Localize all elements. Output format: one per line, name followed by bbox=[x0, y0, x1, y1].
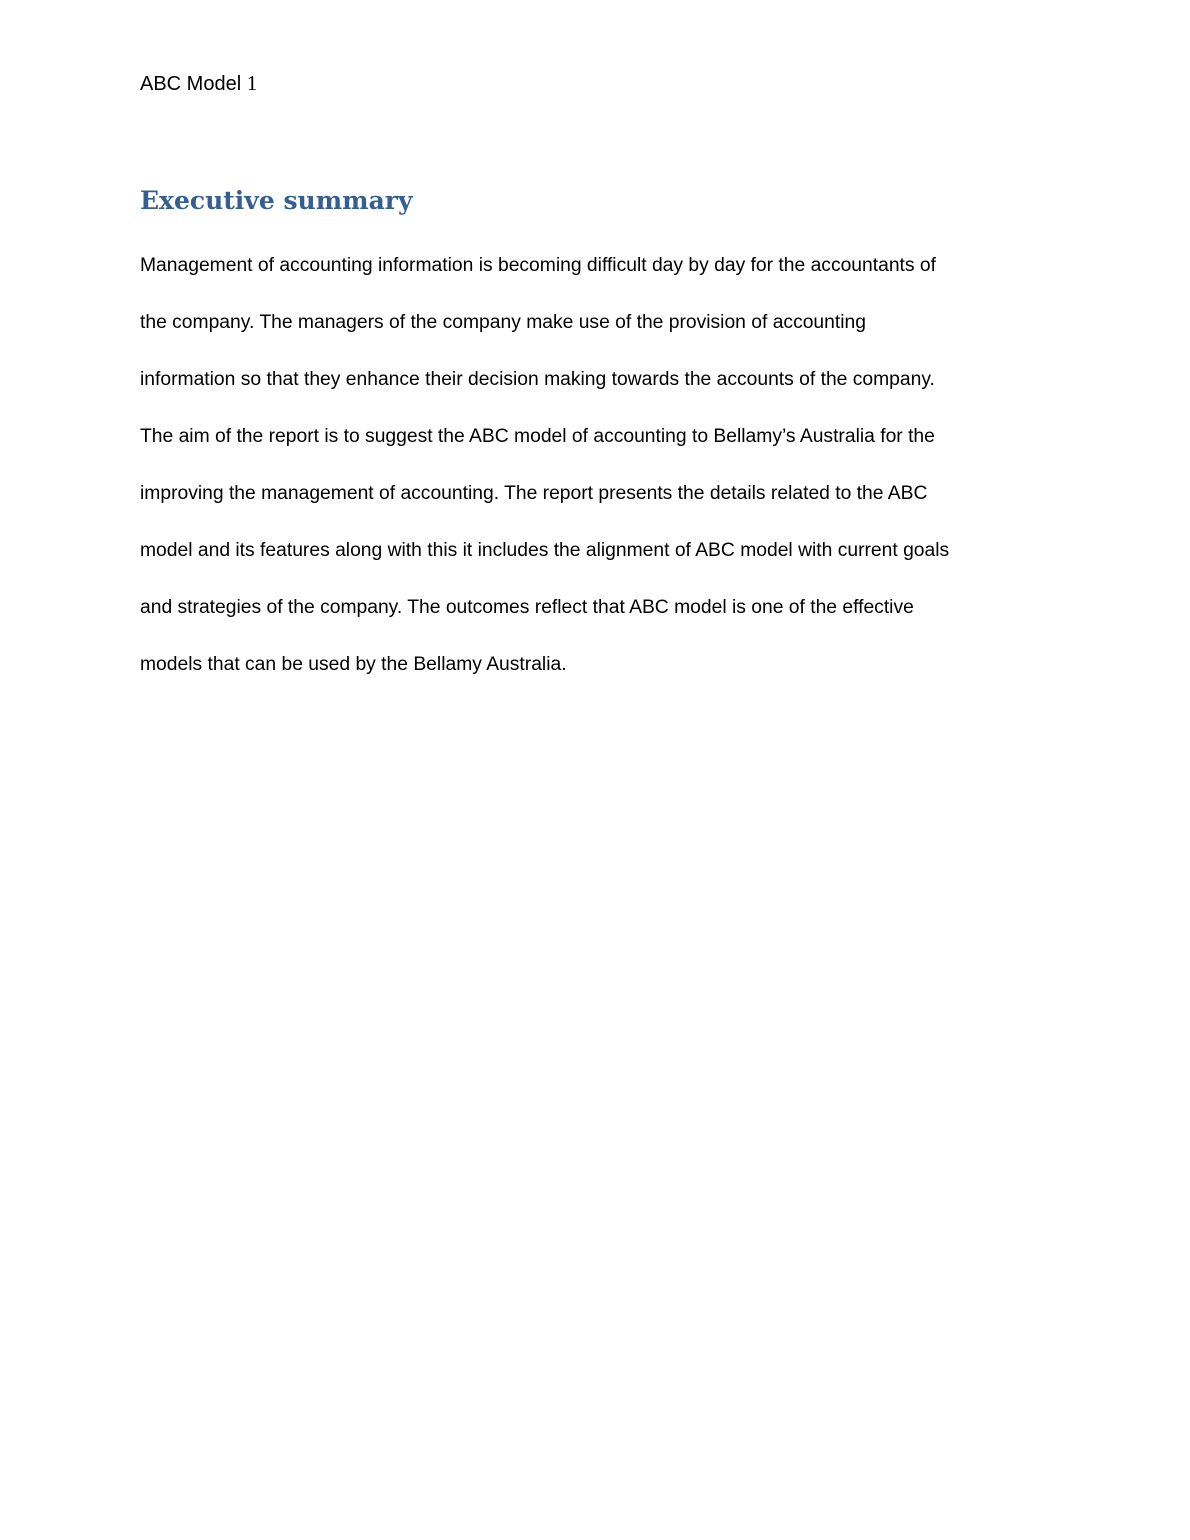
summary-paragraph bbox=[140, 248, 1060, 704]
paragraph-line: The aim of the report is to suggest the ABC model of accounting to Bellamy’s Australia for the bbox=[140, 426, 935, 447]
page-number: 1 bbox=[246, 71, 258, 95]
paragraph-line: model and its features along with this it includes the alignment of ABC model with current goals bbox=[140, 540, 950, 561]
section-heading: Executive summary bbox=[140, 186, 413, 215]
paragraph-line: information so that they enhance their decision making towards the accounts of the company. bbox=[140, 369, 935, 390]
running-head-title: ABC Model bbox=[140, 73, 242, 95]
running-head bbox=[140, 71, 257, 96]
paragraph-line: Management of accounting information is becoming difficult day by day for the accountants of bbox=[140, 255, 936, 276]
paragraph-line: and strategies of the company. The outcomes reflect that ABC model is one of the effective bbox=[140, 597, 914, 618]
paragraph-line: improving the management of accounting. The report presents the details related to the ABC bbox=[140, 483, 928, 504]
paragraph-line: models that can be used by the Bellamy Australia. bbox=[140, 654, 567, 675]
paragraph-line: the company. The managers of the company make use of the provision of accounting bbox=[140, 312, 866, 333]
